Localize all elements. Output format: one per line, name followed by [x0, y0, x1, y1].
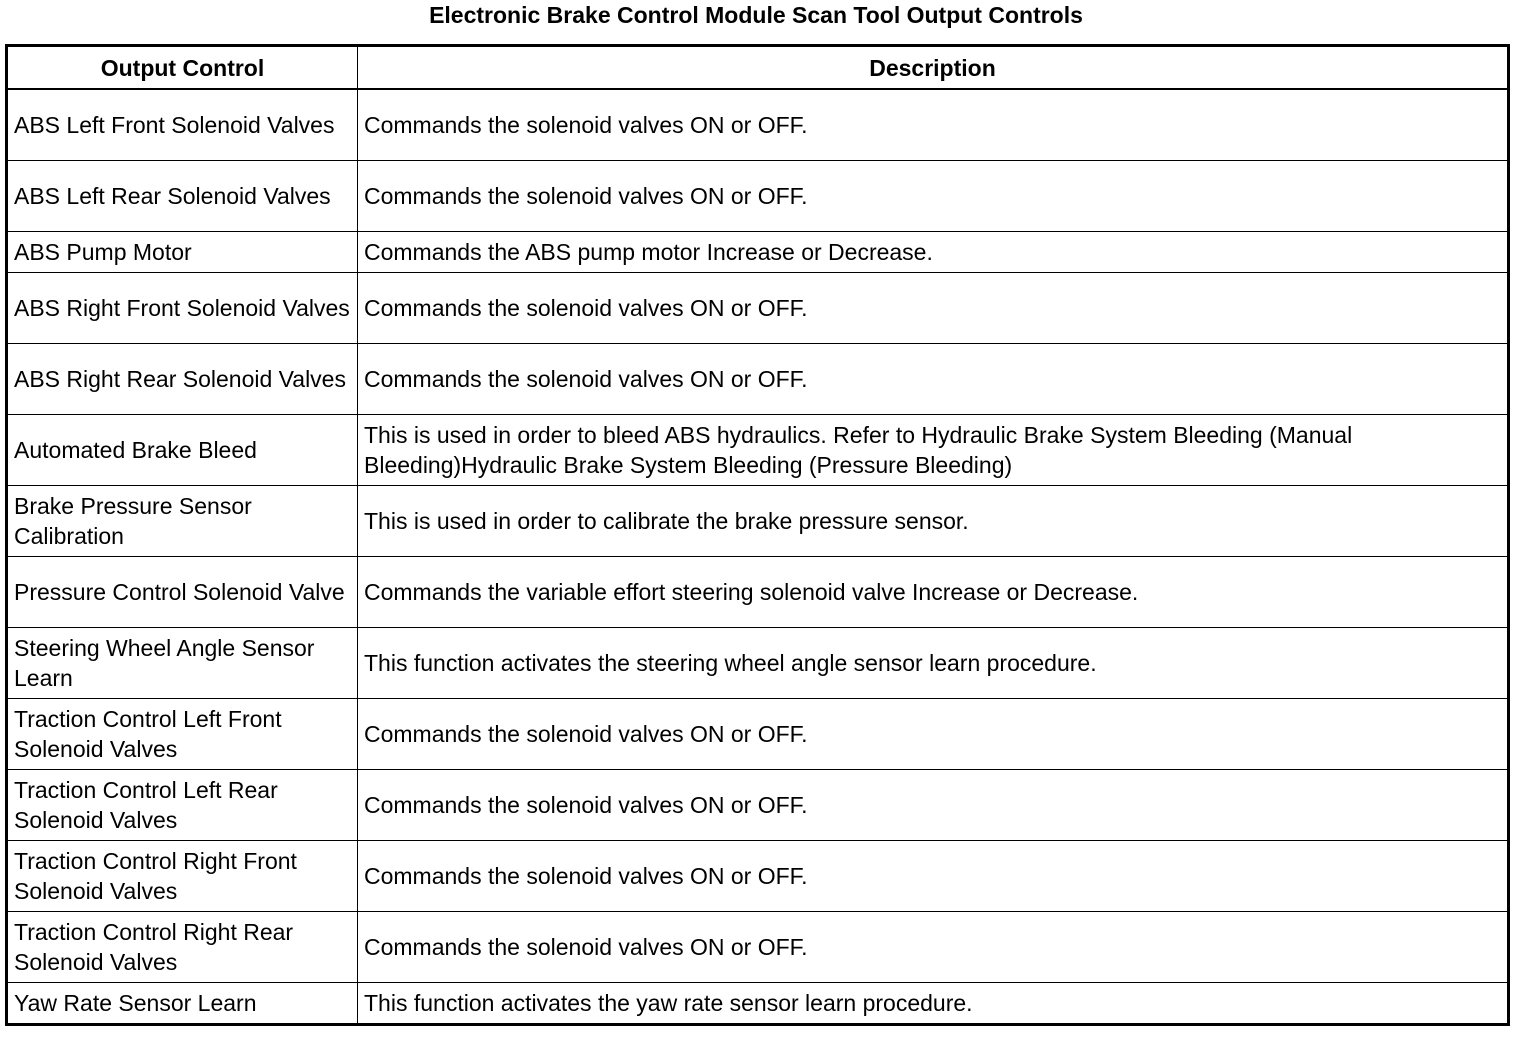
column-header-output-control: Output Control	[7, 46, 358, 90]
output-control-cell: ABS Left Front Solenoid Valves	[7, 89, 358, 161]
table-row	[7, 415, 1509, 486]
output-control-cell: Traction Control Left Front Solenoid Valves	[7, 699, 358, 770]
table-row	[7, 841, 1509, 912]
output-control-cell: Traction Control Left Rear Solenoid Valves	[7, 770, 358, 841]
output-control-cell: ABS Right Front Solenoid Valves	[7, 273, 358, 344]
table-row	[7, 89, 1509, 161]
table-row	[7, 699, 1509, 770]
table-row	[7, 344, 1509, 415]
output-control-cell: Automated Brake Bleed	[7, 415, 358, 486]
column-header-description: Description	[358, 46, 1509, 90]
description-cell: This function activates the yaw rate sensor learn procedure.	[358, 983, 1509, 1025]
output-control-cell: Pressure Control Solenoid Valve	[7, 557, 358, 628]
description-cell: This is used in order to calibrate the brake pressure sensor.	[358, 486, 1509, 557]
output-control-cell: Steering Wheel Angle Sensor Learn	[7, 628, 358, 699]
description-cell: Commands the ABS pump motor Increase or Decrease.	[358, 232, 1509, 273]
table-row	[7, 486, 1509, 557]
table-row	[7, 232, 1509, 273]
output-controls-table	[5, 44, 1510, 1026]
output-control-cell: Yaw Rate Sensor Learn	[7, 983, 358, 1025]
table-row	[7, 912, 1509, 983]
table-row	[7, 770, 1509, 841]
page-title: Electronic Brake Control Module Scan Tool Output Controls	[429, 2, 1083, 28]
description-cell: Commands the solenoid valves ON or OFF.	[358, 273, 1509, 344]
table-row	[7, 557, 1509, 628]
description-cell: This is used in order to bleed ABS hydraulics. Refer to Hydraulic Brake System Bleeding (Manual Bleeding)Hydraulic Brake System Bleeding (Pressure Bleeding)	[358, 415, 1509, 486]
table-row	[7, 161, 1509, 232]
table-row	[7, 628, 1509, 699]
description-cell: Commands the solenoid valves ON or OFF.	[358, 344, 1509, 415]
description-cell: Commands the solenoid valves ON or OFF.	[358, 699, 1509, 770]
description-cell: This function activates the steering wheel angle sensor learn procedure.	[358, 628, 1509, 699]
table-header-row	[7, 46, 1509, 90]
description-cell: Commands the solenoid valves ON or OFF.	[358, 912, 1509, 983]
description-cell: Commands the solenoid valves ON or OFF.	[358, 770, 1509, 841]
output-control-cell: Traction Control Right Front Solenoid Valves	[7, 841, 358, 912]
description-cell: Commands the variable effort steering solenoid valve Increase or Decrease.	[358, 557, 1509, 628]
output-control-cell: Traction Control Right Rear Solenoid Valves	[7, 912, 358, 983]
output-control-cell: ABS Pump Motor	[7, 232, 358, 273]
description-cell: Commands the solenoid valves ON or OFF.	[358, 841, 1509, 912]
table-row	[7, 273, 1509, 344]
output-control-cell: ABS Left Rear Solenoid Valves	[7, 161, 358, 232]
description-cell: Commands the solenoid valves ON or OFF.	[358, 89, 1509, 161]
description-cell: Commands the solenoid valves ON or OFF.	[358, 161, 1509, 232]
output-control-cell: Brake Pressure Sensor Calibration	[7, 486, 358, 557]
table-row	[7, 983, 1509, 1025]
output-control-cell: ABS Right Rear Solenoid Valves	[7, 344, 358, 415]
